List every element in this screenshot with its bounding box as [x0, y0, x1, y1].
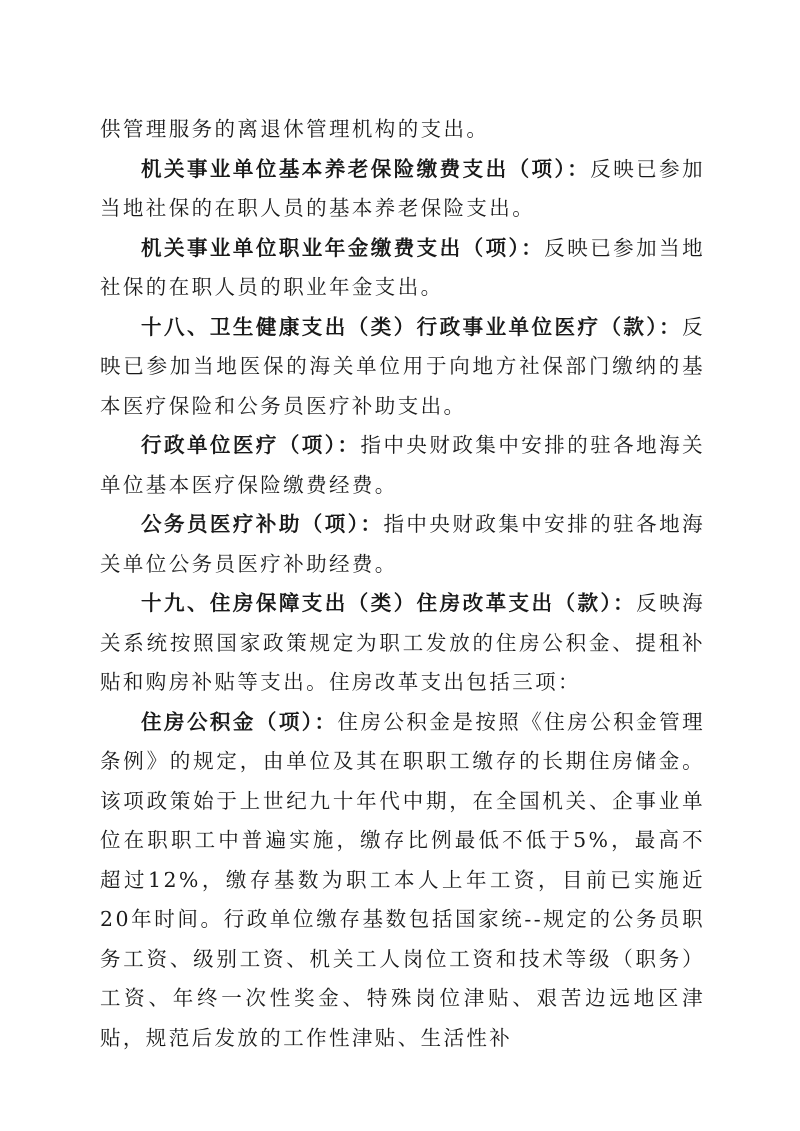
paragraph-text: 供管理服务的离退休管理机构的支出。	[100, 117, 490, 141]
section-heading: 十八、卫生健康支出（类）行政事业单位医疗（款）：	[141, 314, 683, 339]
item-heading: 机关事业单位职业年金缴费支出（项）：	[141, 235, 545, 260]
item-heading: 行政单位医疗（项）：	[141, 433, 361, 457]
document-page	[100, 110, 705, 1058]
paragraph-health-expenditure	[100, 308, 705, 427]
paragraph-housing-security	[100, 584, 705, 703]
paragraph-text: 指中央财政集中安排的驻各地海关单位公务员医疗补助经费。	[100, 512, 705, 576]
paragraph-housing-fund	[100, 703, 705, 1059]
paragraph-pension-insurance	[100, 150, 705, 229]
paragraph-admin-medical	[100, 426, 705, 505]
paragraph-occupational-annuity	[100, 229, 705, 308]
item-heading: 机关事业单位基本养老保险缴费支出（项）：	[141, 156, 591, 181]
paragraph-text: 反映海关系统按照国家政策规定为职工发放的住房公积金、提租补贴和购房补贴等支出。住房改革支出包括三项：	[100, 591, 705, 694]
paragraph-text: 住房公积金是按照《住房公积金管理条例》的规定，由单位及其在职职工缴存的长期住房储金。该项政策始于上世纪九十年代中期，在全国机关、企事业单位在职职工中普遍实施，缴存比例最低不低于5%，最高不超过12%，缴存基数为职工本人上年工资，目前已实施近20年时间。行政单位缴存基数包括国家统--规定的公务员职务工资、级别工资、机关工人岗位工资和技术等级（职务）工资、年终一次性奖金、特殊岗位津贴、艰苦边远地区津贴，规范后发放的工作性津贴、生活性补	[100, 709, 705, 1050]
paragraph-continuation	[100, 110, 705, 150]
paragraph-text: 反映已参加当地社保的在职人员的职业年金支出。	[100, 235, 705, 299]
item-heading: 公务员医疗补助（项）：	[141, 512, 384, 536]
paragraph-civil-servant-medical	[100, 505, 705, 584]
paragraph-text: 反映已参加当地社保的在职人员的基本养老保险支出。	[100, 156, 706, 220]
paragraph-text: 反映已参加当地医保的海关单位用于向地方社保部门缴纳的基本医疗保险和公务员医疗补助支出。	[100, 314, 705, 418]
item-heading: 住房公积金（项）：	[141, 709, 338, 734]
paragraph-text: 指中央财政集中安排的驻各地海关单位基本医疗保险缴费经费。	[100, 433, 706, 497]
section-heading: 十九、住房保障支出（类）住房改革支出（款）：	[141, 591, 637, 615]
